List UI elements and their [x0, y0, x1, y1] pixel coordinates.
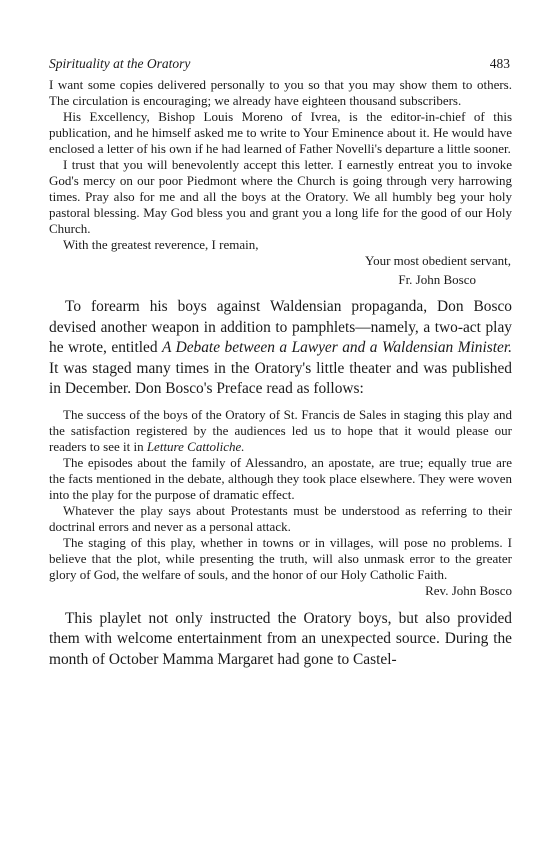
letter-paragraph: With the greatest reverence, I remain, — [63, 237, 259, 252]
letter-body — [49, 77, 512, 288]
preface-paragraph — [49, 407, 512, 455]
letter-paragraph: His Excellency, Bishop Louis Moreno of Ivrea, is the editor-in-chief of this publication, and he himself asked me to write to Your Eminence about it. He would have enclosed a letter of his own if he had learned of Father Novelli's departure a little sooner. — [49, 109, 512, 156]
preface-paragraph: Whatever the play says about Protestants must be understood as referring to their doctrinal errors and never as a personal attack. — [49, 502, 512, 534]
book-page — [49, 56, 512, 670]
letter-paragraph: I trust that you will benevolently accept this letter. I earnestly entreat you to invoke God's mercy on our poor Piedmont where the Church is going through very harrowing times. Pray also for me and all the boys at the Oratory. We all humbly beg your holy pastoral blessing. May God bless you and grant you a long life for the good of our Holy Church. — [49, 157, 512, 236]
letter-closing: Your most obedient servant, — [364, 253, 511, 268]
preface-signature: Rev. John Bosco — [425, 582, 512, 598]
narrative-text: It was staged many times in the Oratory's little theater and was published in December. Don Bosco's Preface read as follows: — [49, 359, 512, 397]
letter-signature: Fr. John Bosco — [398, 272, 476, 287]
page-number: 483 — [489, 56, 510, 71]
series-title: Letture Cattoliche. — [146, 438, 245, 454]
preface-paragraph: The episodes about the family of Alessandro, an apostate, are true; equally true are the facts mentioned in the debate, although they took place elsewhere. They were woven into the play for the purpose of dramatic effect. — [49, 454, 512, 502]
letter-paragraph: I want some copies delivered personally to you so that you may show them to others. The circulation is encouraging; we already have eighteen thousand subscribers. — [49, 77, 512, 108]
narrative-paragraph — [49, 297, 512, 400]
narrative-text: To forearm his boys against Waldensian propaganda, Don Bosco devised another weapon in addition to pamphlets—namely, a two-act play he wrote, entitled — [49, 298, 512, 356]
running-head — [49, 56, 512, 72]
preface-text: The success of the boys of the Oratory of St. Francis de Sales in staging this play and the satisfaction registered by the audiences led us to hope that it would please our readers to see it in — [49, 406, 512, 454]
preface-paragraph: The staging of this play, whether in towns or in villages, will pose no problems. I believe that the plot, while presenting the truth, will also unmask error to the greater glory of God, the welfare of souls, and the honor of our Holy Catholic Faith. — [49, 534, 512, 582]
narrative-section — [49, 609, 512, 671]
preface-body — [49, 407, 512, 599]
narrative-paragraph: This playlet not only instructed the Oratory boys, but also provided them with welcome entertainment from an unexpected source. During the month of October Mamma Margaret had gone to Castel- — [49, 609, 512, 668]
running-title: Spirituality at the Oratory — [49, 56, 191, 71]
narrative-section — [49, 297, 512, 400]
play-title: A Debate between a Lawyer and a Waldensian Minister. — [162, 339, 512, 356]
